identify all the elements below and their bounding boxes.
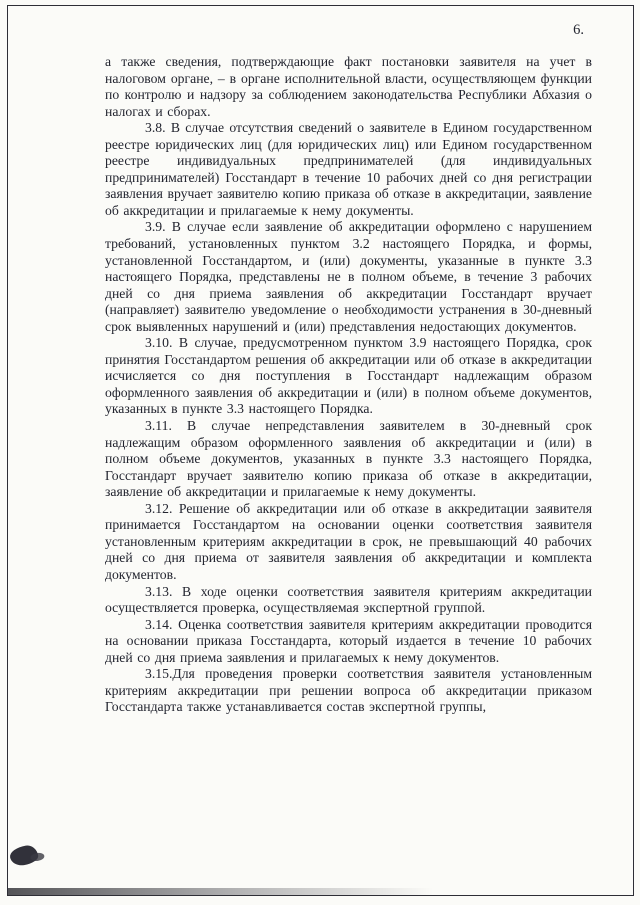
paragraph-3-10: 3.10. В случае, предусмотренном пунктом 3.9 настоящего Порядка, срок принятия Госстандартом решения об аккредитации или об отказе в аккредитации исчисляется со дня поступления в Госстандарт надлежащим образом оформленного заявления об аккредитации и (или) в полном объеме документов, указанных в пункте 3.3 настоящего Порядка. <box>105 335 592 417</box>
paragraph-3-8: 3.8. В случае отсутствия сведений о заявителе в Едином государственном реестре юридических лиц (для юридических лиц) или Едином государственном реестре индивидуальных предпринимателей (для индивидуальных предпринимателей) Госстандарт в течение 10 рабочих дней со дня регистрации заявления вручает заявителю копию приказа об отказе в аккредитации, заявление об аккредитации и прилагаемые к нему документы. <box>105 120 592 218</box>
paragraph-3-12: 3.12. Решение об аккредитации или об отказе в аккредитации заявителя принимается Госстандартом на основании оценки соответствия заявителя установленным критериям аккредитации в срок, не превышающий 40 рабочих дней со дня приема от заявителя заявления об аккредитации и комплекта документов. <box>105 500 592 582</box>
page-content <box>105 22 592 716</box>
paragraph-continuation: а также сведения, подтверждающие факт постановки заявителя на учет в налоговом органе, – в органе исполнительной власти, осуществляющем функции по контролю и надзору за соблюдением законодательства Республики Абхазия о налогах и сборах. <box>105 54 592 119</box>
document-body <box>105 54 592 716</box>
paragraph-3-13: 3.13. В ходе оценки соответствия заявителя критериям аккредитации осуществляется проверка, осуществляемая экспертной группой. <box>105 583 592 616</box>
paragraph-3-11: 3.11. В случае непредставления заявителем в 30-дневный срок надлежащим образом оформленного заявления об аккредитации и (или) в полном объеме документов, указанных в пункте 3.3 настоящего Порядка, Госстандарт вручает заявителю копию приказа об отказе в аккредитации, заявление об аккредитации и прилагаемые к нему документы. <box>105 418 592 500</box>
scan-shadow-artifact <box>8 888 433 895</box>
paragraph-3-14: 3.14. Оценка соответствия заявителя критериям аккредитации проводится на основании приказа Госстандарта, который издается в течение 10 рабочих дней со дня приема заявления и прилагаемых к нему документов. <box>105 616 592 665</box>
ink-smudge-artifact <box>9 844 40 867</box>
paragraph-3-9: 3.9. В случае если заявление об аккредитации оформлено с нарушением требований, установленных пунктом 3.2 настоящего Порядка, и формы, установленной Госстандартом, и (или) документы, указанные в пункте 3.3 настоящего Порядка, представлены не в полном объеме, в течение 3 рабочих дней со дня приема заявления об аккредитации Госстандарт вручает (направляет) заявителю уведомление о необходимости устранения в 30-дневный срок выявленных нарушений и (или) представления недостающих документов. <box>105 219 592 334</box>
page-number: 6. <box>573 22 584 38</box>
paragraph-3-15: 3.15.Для проведения проверки соответствия заявителя установленным критериям аккредитации при решении вопроса об аккредитации приказом Госстандарта также устанавливается состав экспертной группы, <box>105 666 592 715</box>
